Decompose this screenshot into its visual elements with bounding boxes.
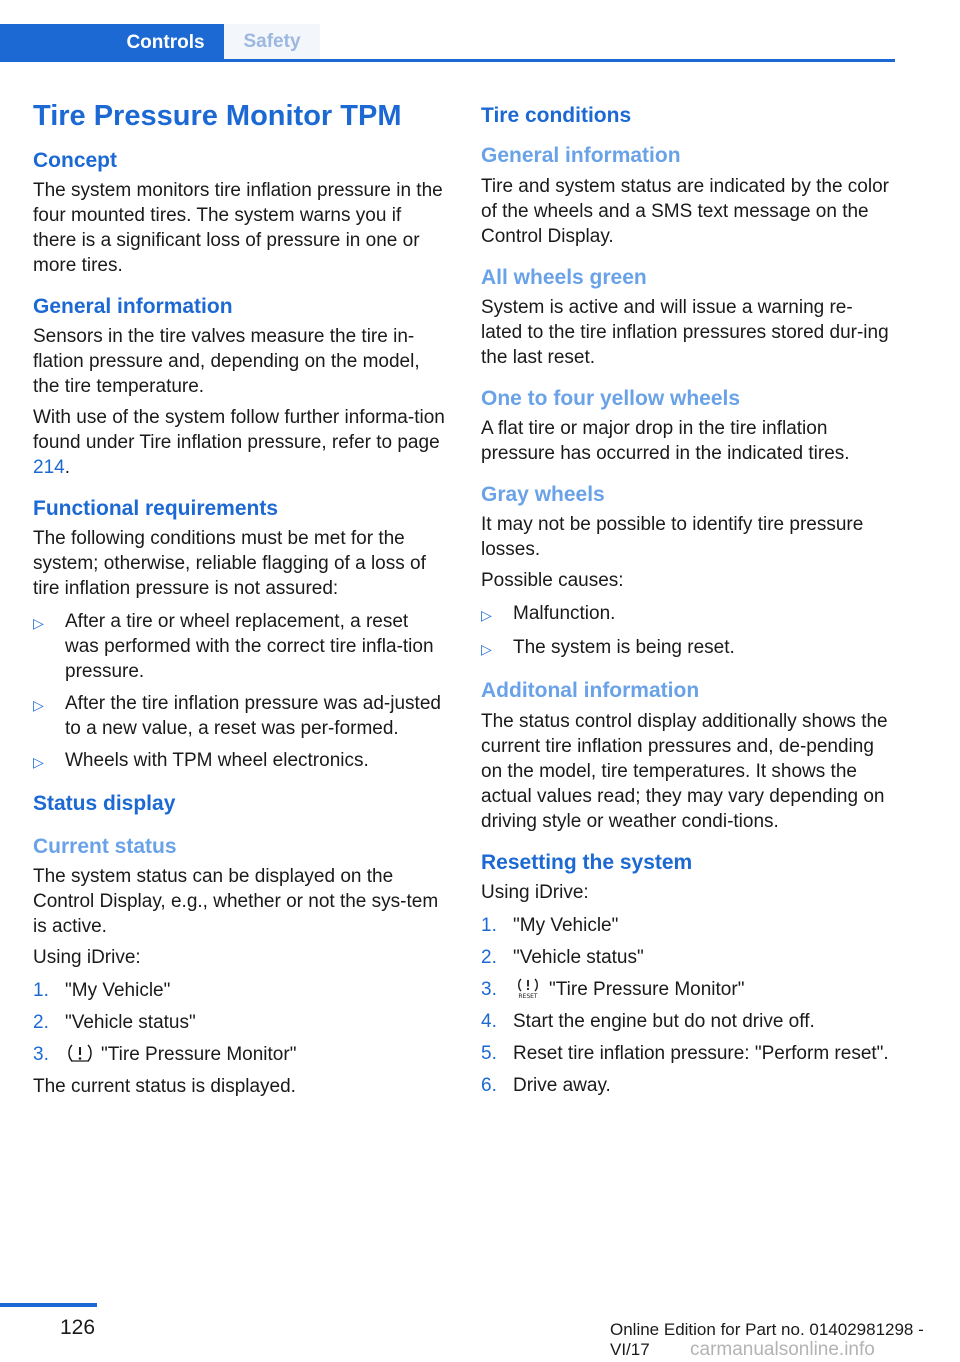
list-item-text: Wheels with TPM wheel electronics. bbox=[65, 750, 369, 772]
all-wheels-green-text: System is active and will issue a warning re-lated to the tire inflation pressures stored dur-ing the last reset. bbox=[481, 296, 889, 368]
step-text: "Vehicle status" bbox=[65, 1011, 196, 1033]
functional-requirements-text: The following conditions must be met for the system; otherwise, reliable flagging of a loss of tire inflation pressure is not assured: bbox=[33, 528, 426, 600]
status-display-heading: Status display bbox=[33, 792, 176, 816]
list-item bbox=[33, 748, 445, 775]
functional-requirements-heading: Functional requirements bbox=[33, 497, 279, 521]
list-item bbox=[481, 601, 891, 628]
gray-wheels-text: It may not be possible to identify tire pressure losses. bbox=[481, 514, 864, 561]
list-item-text: Malfunction. bbox=[513, 603, 616, 625]
step-text: Reset tire inflation pressure: "Perform reset". bbox=[513, 1042, 889, 1064]
step-text: "My Vehicle" bbox=[65, 979, 171, 1001]
step-text-with-icon bbox=[65, 1042, 445, 1067]
left-column bbox=[33, 98, 445, 1105]
page-reference-link[interactable]: 214 bbox=[33, 457, 65, 479]
tabbar-accent bbox=[0, 24, 107, 62]
step-number: 1. bbox=[481, 914, 497, 936]
status-steps bbox=[33, 978, 445, 1067]
conditions-general-text: Tire and system status are indicated by the color of the wheels and a SMS text message on the Control Display. bbox=[481, 175, 889, 247]
step-number: 2. bbox=[33, 1011, 49, 1033]
bullet-marker: ▷ bbox=[481, 607, 492, 624]
step-number: 5. bbox=[481, 1042, 497, 1064]
gray-wheels-heading: Gray wheels bbox=[481, 483, 605, 506]
general-info-text-2-start: With use of the system follow further informa-tion found under Tire inflation pressure, refer to page bbox=[33, 407, 445, 454]
step-item bbox=[33, 1042, 445, 1067]
step-number: 6. bbox=[481, 1074, 497, 1096]
step-item bbox=[481, 1041, 891, 1066]
right-column bbox=[481, 98, 891, 1105]
edition-text: Online Edition for Part no. 01402981298 - VI/17 bbox=[610, 1320, 924, 1359]
possible-causes-label: Possible causes: bbox=[481, 570, 624, 592]
conditions-general-heading: General information bbox=[481, 144, 681, 168]
page-title: Tire Pressure Monitor TPM bbox=[33, 100, 402, 132]
general-info-text-2 bbox=[33, 405, 445, 480]
requirements-list bbox=[33, 609, 445, 775]
reset-steps bbox=[481, 913, 891, 1098]
step-number: 3. bbox=[481, 978, 497, 1000]
step-number: 3. bbox=[33, 1043, 49, 1065]
all-wheels-green-heading: All wheels green bbox=[481, 265, 647, 289]
step-item bbox=[481, 945, 891, 970]
current-status-heading: Current status bbox=[33, 834, 177, 858]
general-info-heading: General information bbox=[33, 294, 233, 318]
step-number: 4. bbox=[481, 1010, 497, 1032]
general-info-text-2-end: . bbox=[64, 457, 70, 479]
list-item bbox=[33, 609, 445, 684]
step-text: "My Vehicle" bbox=[513, 914, 619, 936]
header-tabbar bbox=[0, 24, 895, 62]
bullet-marker: ▷ bbox=[481, 641, 492, 658]
step-text: "Tire Pressure Monitor" bbox=[101, 1043, 297, 1065]
tire-conditions-heading: Tire conditions bbox=[481, 104, 632, 127]
step-item bbox=[33, 1010, 445, 1035]
step-text: Start the engine but do not drive off. bbox=[513, 1010, 815, 1032]
bullet-marker: ▷ bbox=[33, 754, 44, 771]
step-text: Drive away. bbox=[513, 1074, 611, 1096]
watermark: carmanualsonline.info bbox=[690, 1339, 875, 1360]
yellow-wheels-heading: One to four yellow wheels bbox=[481, 386, 741, 410]
status-result-text: The current status is displayed. bbox=[33, 1075, 296, 1097]
causes-list bbox=[481, 601, 891, 662]
yellow-wheels-text: A flat tire or major drop in the tire inflation pressure has occurred in the indicated tires. bbox=[481, 418, 850, 464]
tabbar-baseline bbox=[0, 59, 895, 62]
status-text: The system status can be displayed on the Control Display, e.g., whether or not the sys-tem is active. bbox=[33, 865, 439, 937]
step-item bbox=[481, 1073, 891, 1098]
step-item bbox=[481, 913, 891, 938]
tire-pressure-warning-icon bbox=[65, 1042, 95, 1064]
general-info-text-1: Sensors in the tire valves measure the tire in-flation pressure and, depending on the model, the tire temperature. bbox=[33, 326, 420, 398]
footer-accent-line bbox=[0, 1303, 97, 1307]
tab-safety[interactable]: Safety bbox=[224, 24, 320, 59]
additional-info-heading: Additonal information bbox=[481, 679, 700, 703]
step-item bbox=[481, 1009, 891, 1034]
reset-using-idrive: Using iDrive: bbox=[481, 881, 589, 903]
tire-pressure-reset-icon bbox=[513, 977, 543, 999]
resetting-heading: Resetting the system bbox=[481, 850, 693, 874]
status-using-idrive: Using iDrive: bbox=[33, 946, 141, 968]
step-text: "Tire Pressure Monitor" bbox=[549, 978, 745, 1000]
step-text: "Vehicle status" bbox=[513, 946, 644, 968]
step-text-with-icon bbox=[513, 977, 891, 1002]
bullet-marker: ▷ bbox=[33, 697, 44, 714]
step-number: 1. bbox=[33, 979, 49, 1001]
tab-controls[interactable]: Controls bbox=[107, 24, 224, 62]
list-item-text: After the tire inflation pressure was ad-justed to a new value, a reset was per-formed. bbox=[65, 693, 441, 740]
bullet-marker: ▷ bbox=[33, 615, 44, 632]
concept-heading: Concept bbox=[33, 148, 117, 172]
list-item bbox=[481, 635, 891, 662]
reset-icon-label: RESET bbox=[518, 992, 538, 999]
step-number: 2. bbox=[481, 946, 497, 968]
concept-text: The system monitors tire inflation pressure in the four mounted tires. The system warns you if there is a significant loss of pressure in one or more tires. bbox=[33, 179, 443, 276]
list-item bbox=[33, 691, 445, 741]
list-item-text: The system is being reset. bbox=[513, 637, 735, 659]
page-number: 126 bbox=[60, 1316, 96, 1339]
step-item bbox=[481, 977, 891, 1002]
additional-info-text: The status control display additionally shows the current tire inflation pressures and, de-pending on the model, tire temperatures. It shows the actual values read; they may vary depending on driving style or weather condi-tions. bbox=[481, 710, 888, 832]
step-item bbox=[33, 978, 445, 1003]
list-item-text: After a tire or wheel replacement, a reset was performed with the correct tire infla-tion pressure. bbox=[65, 611, 434, 683]
